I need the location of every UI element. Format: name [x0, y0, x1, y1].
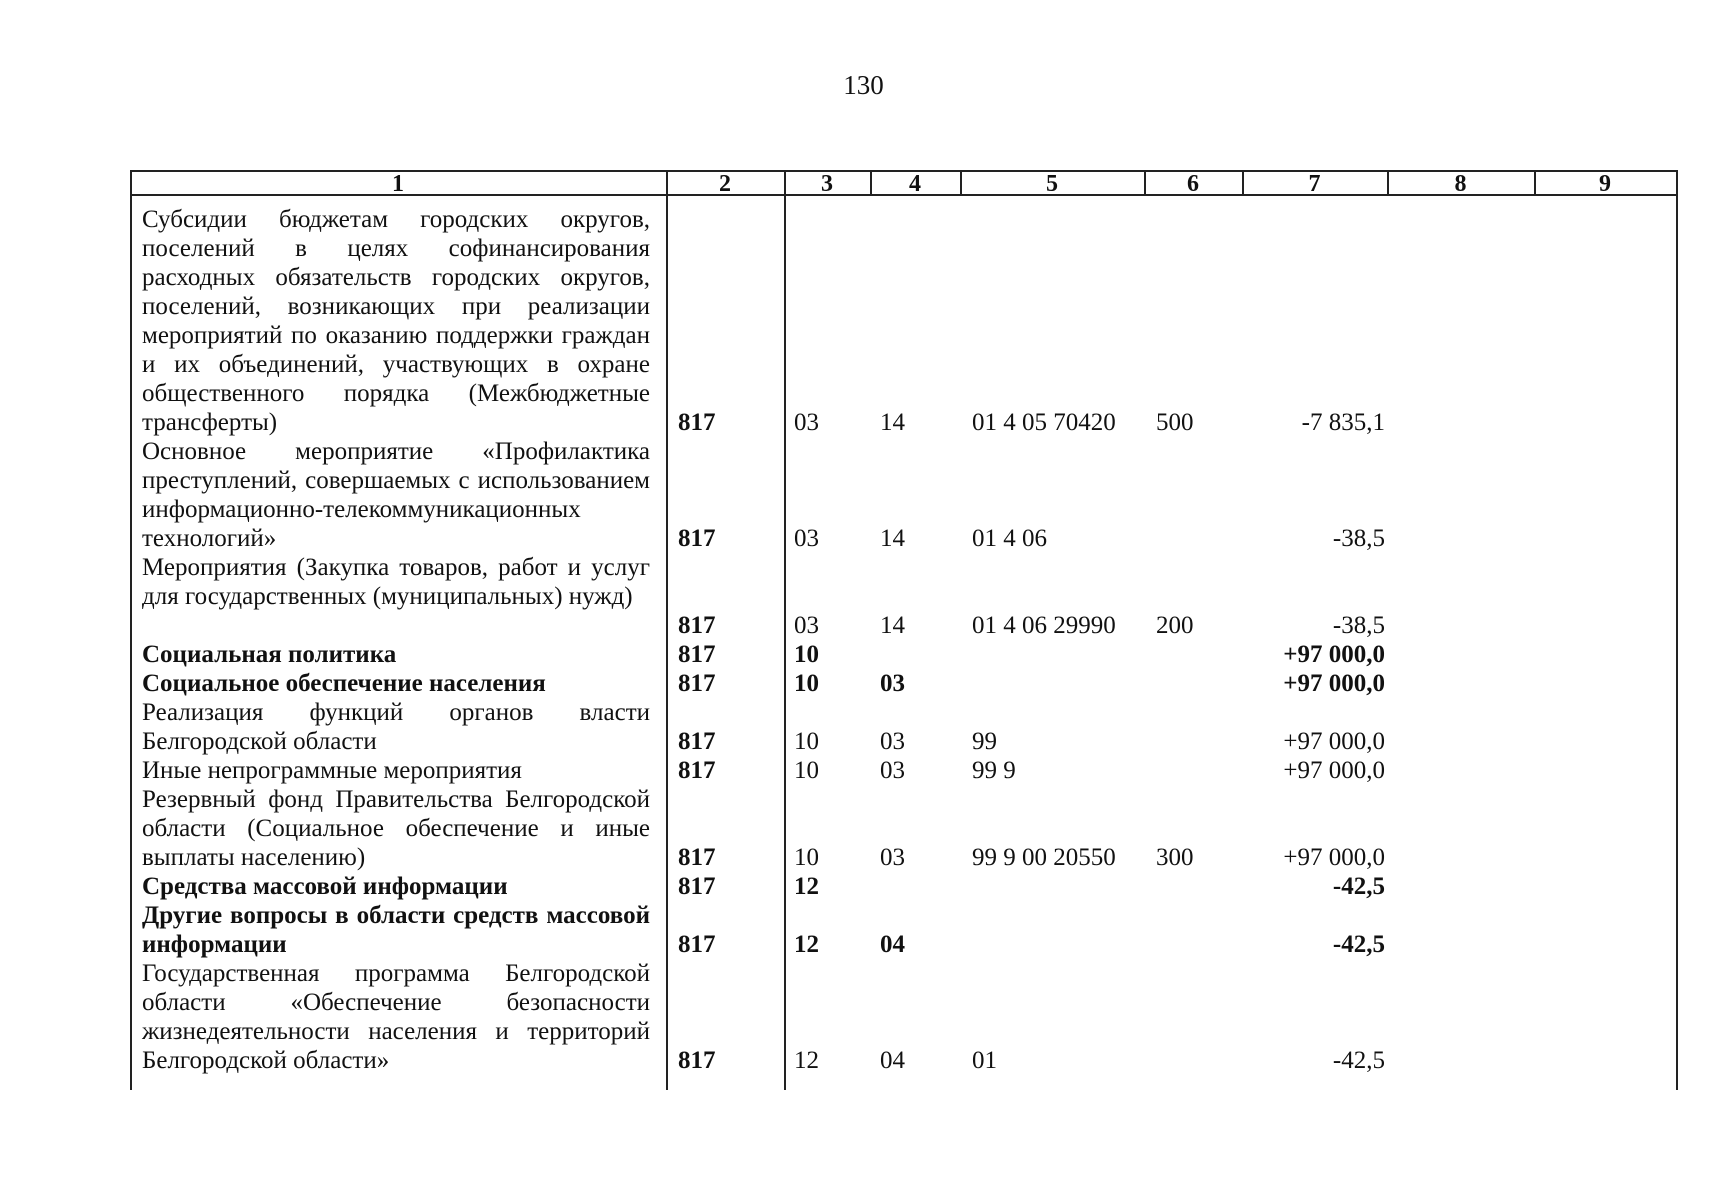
cell-subsection: 14	[880, 409, 905, 436]
table-row	[130, 901, 1678, 959]
row-description: Средства массовой информации	[142, 873, 508, 900]
table-row	[130, 785, 1678, 872]
header-col-8: 8	[1454, 171, 1467, 197]
header-col-1: 1	[392, 171, 404, 197]
row-description: Мероприятия (Закупка товаров, работ и услуг для государственных (муниципальных) нужд)	[142, 554, 650, 610]
cell-section: 03	[794, 525, 819, 552]
cell-section: 12	[794, 931, 819, 958]
row-description: Социальное обеспечение населения	[142, 670, 546, 697]
header-col-3: 3	[821, 171, 833, 197]
cell-section: 10	[794, 670, 819, 697]
cell-ministry-code: 817	[678, 931, 716, 958]
cell-ministry-code: 817	[678, 757, 716, 784]
cell-amount: +97 000,0	[1283, 757, 1385, 784]
cell-amount: +97 000,0	[1283, 844, 1385, 871]
row-description: Реализация функций органов власти Белгородской области	[142, 699, 650, 755]
header-col-9: 9	[1599, 171, 1611, 197]
cell-subsection: 04	[880, 1047, 905, 1074]
cell-target-article: 99 9 00 20550	[972, 844, 1116, 871]
cell-ministry-code: 817	[678, 641, 716, 668]
page-number: 130	[843, 70, 884, 100]
cell-section: 12	[794, 1047, 819, 1074]
table-row	[130, 553, 1678, 640]
cell-target-article: 01 4 06 29990	[972, 612, 1116, 639]
table-row	[130, 698, 1678, 756]
table-row	[130, 669, 1678, 698]
row-description: Социальная политика	[142, 641, 397, 668]
cell-subsection: 03	[880, 844, 905, 871]
cell-section: 12	[794, 873, 819, 900]
row-description: Резервный фонд Правительства Белгородской области (Социальное обеспечение и иные выплаты населению)	[142, 786, 650, 871]
table-row	[130, 437, 1678, 553]
cell-amount: -42,5	[1332, 873, 1385, 900]
cell-section: 10	[794, 641, 819, 668]
cell-amount: -38,5	[1332, 525, 1385, 552]
table-row	[130, 756, 1678, 785]
cell-ministry-code: 817	[678, 525, 716, 552]
header-col-6: 6	[1187, 171, 1199, 197]
budget-table	[130, 170, 1678, 1090]
cell-subsection: 14	[880, 525, 905, 552]
row-description: Государственная программа Белгородской области «Обеспечение безопасности жизнедеятельности населения и территорий Белгородской области»	[142, 960, 650, 1074]
cell-amount: -42,5	[1332, 931, 1385, 958]
cell-ministry-code: 817	[678, 873, 716, 900]
cell-ministry-code: 817	[678, 728, 716, 755]
cell-section: 03	[794, 409, 819, 436]
cell-ministry-code: 817	[678, 670, 716, 697]
cell-ministry-code: 817	[678, 844, 716, 871]
row-description: Другие вопросы в области средств массовой информации	[142, 902, 650, 958]
table-row	[130, 640, 1678, 669]
cell-amount: +97 000,0	[1283, 670, 1385, 697]
cell-amount: -42,5	[1332, 1047, 1385, 1074]
header-col-4: 4	[909, 171, 921, 197]
cell-amount: +97 000,0	[1283, 641, 1385, 668]
row-description: Иные непрограммные мероприятия	[142, 757, 522, 784]
cell-section: 10	[794, 728, 819, 755]
cell-ministry-code: 817	[678, 409, 716, 436]
table-row	[130, 205, 1678, 437]
cell-subsection: 04	[880, 931, 905, 958]
cell-subsection: 03	[880, 670, 905, 697]
cell-amount: -7 835,1	[1301, 409, 1385, 436]
cell-expense-type: 200	[1156, 612, 1194, 639]
cell-expense-type: 300	[1156, 844, 1194, 871]
cell-target-article: 01 4 06	[972, 525, 1047, 552]
cell-target-article: 01	[972, 1047, 997, 1074]
cell-amount: +97 000,0	[1283, 728, 1385, 755]
header-col-5: 5	[1046, 171, 1058, 197]
cell-expense-type: 500	[1156, 409, 1194, 436]
cell-amount: -38,5	[1332, 612, 1385, 639]
cell-section: 10	[794, 844, 819, 871]
cell-section: 10	[794, 757, 819, 784]
cell-subsection: 03	[880, 757, 905, 784]
row-description: Субсидии бюджетам городских округов, поселений в целях софинансирования расходных обязательств городских округов, поселений, возникающих при реализации мероприятий по оказанию поддержки граждан и их объединений, участвующих в охране общественного порядка (Межбюджетные трансферты)	[142, 206, 650, 436]
table-row	[130, 959, 1678, 1075]
header-col-7: 7	[1308, 171, 1321, 197]
cell-subsection: 03	[880, 728, 905, 755]
table-row	[130, 872, 1678, 901]
cell-section: 03	[794, 612, 819, 639]
cell-ministry-code: 817	[678, 1047, 716, 1074]
cell-ministry-code: 817	[678, 612, 716, 639]
cell-target-article: 99 9	[972, 757, 1016, 784]
header-col-2: 2	[719, 171, 731, 197]
cell-subsection: 14	[880, 612, 905, 639]
cell-target-article: 99	[972, 728, 997, 755]
row-description: Основное мероприятие «Профилактика преступлений, совершаемых с использованием информационно-телекоммуникационных технологий»	[142, 438, 650, 552]
cell-target-article: 01 4 05 70420	[972, 409, 1116, 436]
